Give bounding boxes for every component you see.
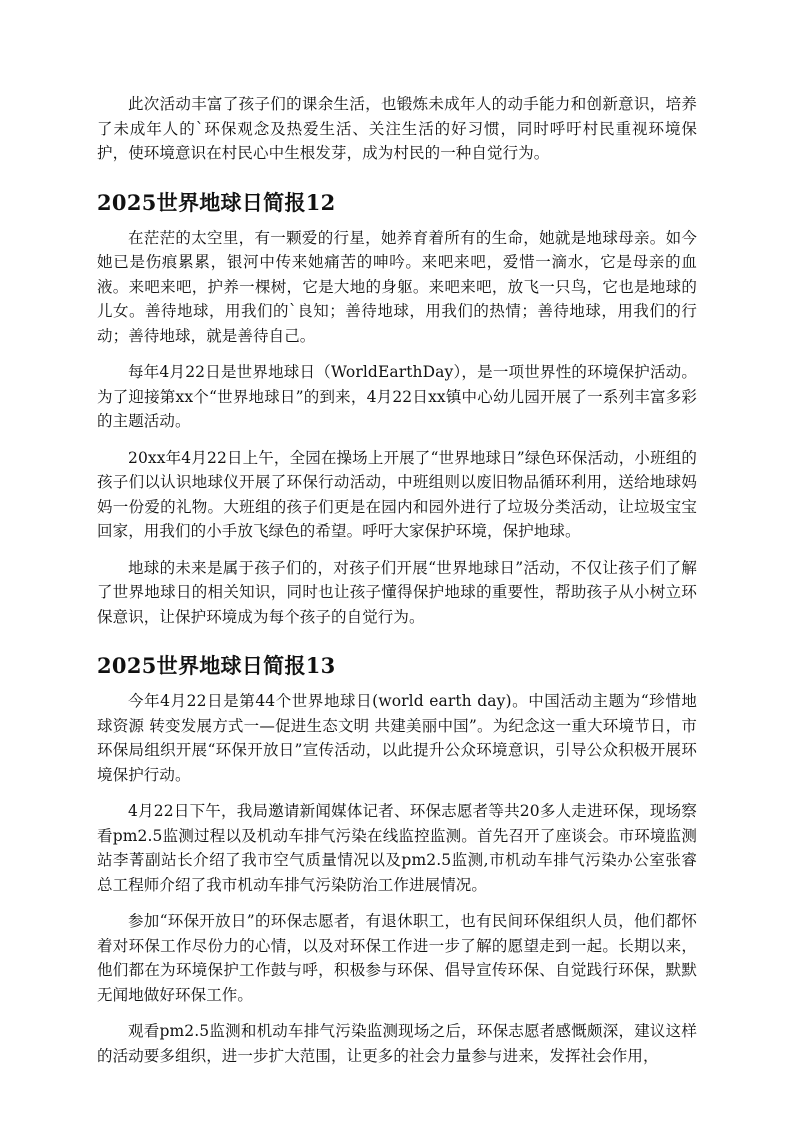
section-13-paragraph-3: 参加“环保开放日”的环保志愿者，有退休职工，也有民间环保组织人员，他们都怀着对环保工作尽份力的心情，以及对环保工作进一步了解的愿望走到一起。长期以来，他们都在为环境保护工作鼓与呼，积极参与环保、倡导宣传环保、自觉践行环保，默默无闻地做好环保工作。 (97, 912, 697, 1004)
section-12-paragraph-4: 地球的未来是属于孩子们的，对孩子们开展“世界地球日”活动，不仅让孩子们了解了世界地球日的相关知识，同时也让孩子懂得保护地球的重要性，帮助孩子从小树立环保意识，让保护环境成为每个孩子的自觉行为。 (97, 558, 697, 626)
section-heading-13: 2025世界地球日简报13 (97, 653, 336, 678)
section-12-paragraph-2: 每年4月22日是世界地球日（WorldEarthDay），是一项世界性的环境保护活动。为了迎接第xx个“世界地球日”的到来，4月22日xx镇中心幼儿园开展了一系列丰富多彩的主题活动。 (97, 363, 697, 430)
section-13-paragraph-4: 观看pm2.5监测和机动车排气污染监测现场之后，环保志愿者感慨颇深，建议这样的活动要多组织，进一步扩大范围，让更多的社会力量参与进来，发挥社会作用， (97, 1022, 697, 1065)
section-13-paragraph-1: 今年4月22日是第44个世界地球日(world earth day)。中国活动主题为“珍惜地球资源 转变发展方式一—促进生态文明 共建美丽中国”。为纪念这一重大环境节日，市环保局组织开展“环保开放日”宣传活动，以此提升公众环境意识，引导公众积极开展环境保护行动。 (97, 692, 697, 784)
intro-paragraph: 此次活动丰富了孩子们的课余生活，也锻炼未成年人的动手能力和创新意识，培养了未成年人的`环保观念及热爱生活、关注生活的好习惯，同时呼吁村民重视环境保护，使环境意识在村民心中生根发芽，成为村民的一种自觉行为。 (97, 95, 697, 162)
section-12-paragraph-3: 20xx年4月22日上午，全园在操场上开展了“世界地球日”绿色环保活动，小班组的孩子们以认识地球仪开展了环保行动活动，中班组则以废旧物品循环利用，送给地球妈妈一份爱的礼物。大班组的孩子们更是在园内和园外进行了垃圾分类活动，让垃圾宝宝回家，用我们的小手放飞绿色的希望。呼吁大家保护环境，保护地球。 (97, 448, 697, 540)
section-13-paragraph-2: 4月22日下午，我局邀请新闻媒体记者、环保志愿者等共20多人走进环保，现场察看pm2.5监测过程以及机动车排气污染在线监控监测。首先召开了座谈会。市环境监测站李菁副站长介绍了我市空气质量情况以及pm2.5监测,市机动车排气污染办公室张睿总工程师介绍了我市机动车排气污染防治工作进展情况。 (97, 802, 697, 894)
section-heading-12: 2025世界地球日简报12 (97, 189, 336, 215)
document-page (97, 92, 697, 1068)
section-12-paragraph-1: 在茫茫的太空里，有一颗爱的行星，她养育着所有的生命，她就是地球母亲。如今她已是伤痕累累，银河中传来她痛苦的呻吟。来吧来吧，爱惜一滴水，它是母亲的血液。来吧来吧，护养一棵树，它是大地的身躯。来吧来吧，放飞一只鸟，它也是地球的儿女。善待地球，用我们的`良知；善待地球，用我们的热情；善待地球，用我们的行动；善待地球，就是善待自己。 (97, 228, 697, 345)
